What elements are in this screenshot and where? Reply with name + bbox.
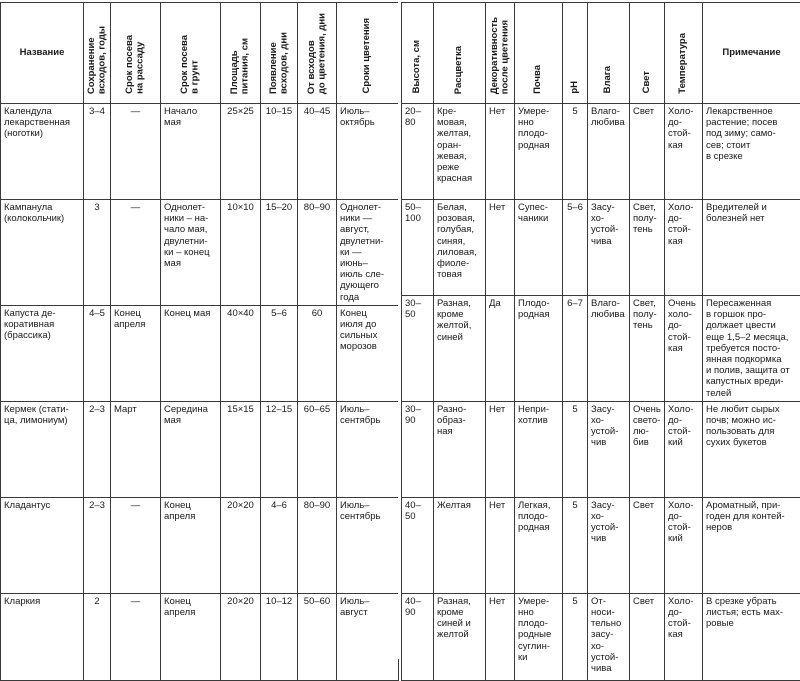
cell-note: Не любит сырых почв; можно ис- пользовать для сухих букетов: [703, 401, 800, 497]
header-name: Название: [1, 3, 84, 104]
table-row: [1, 593, 399, 680]
cell-area: 10×10: [221, 200, 261, 306]
cell-ground: Конец апреля: [161, 497, 221, 593]
header-color: Расцветка: [434, 3, 486, 104]
cell-color: Разная, кроме синей и желтой: [434, 593, 486, 680]
cell-temp: Очень холо- до- стой- кая: [665, 296, 703, 402]
cell-soil: Непри- хотлив: [515, 401, 563, 497]
header-keep: Сохранение всходов, годы: [84, 3, 111, 104]
right-header-row: [402, 3, 800, 104]
cell-seed: —: [111, 593, 161, 680]
cell-name: Кермек (стати- ца, лимониум): [1, 401, 84, 497]
header-light: Свет: [630, 3, 665, 104]
cell-ph: 5: [563, 401, 588, 497]
cell-seed: —: [111, 200, 161, 306]
cell-soil: Плодо- родная: [515, 296, 563, 402]
cell-note: В срезке убрать листья; есть мах- ровые: [703, 593, 800, 680]
cell-bloom: Июль– октябрь: [337, 104, 399, 200]
cell-temp: Холо- до- стой- кая: [665, 104, 703, 200]
cell-ph: 5: [563, 593, 588, 680]
cell-name: Кампанула (колокольчик): [1, 200, 84, 306]
header-height: Высота, см: [402, 3, 434, 104]
cell-decor: Да: [486, 296, 515, 402]
cell-seed: —: [111, 104, 161, 200]
cell-temp: Холо- до- стой- кий: [665, 401, 703, 497]
cell-moist: Влаго- любива: [588, 104, 630, 200]
header-tobloom: От всходов до цветения, дни: [298, 3, 337, 104]
header-bloom: Сроки цветения: [337, 3, 399, 104]
cell-moist: От- носи- тельно засу- хо- устой- чива: [588, 593, 630, 680]
cell-light: Свет: [630, 593, 665, 680]
header-ph: pH: [563, 3, 588, 104]
header-moist: Влага: [588, 3, 630, 104]
header-seed: Срок посева на рассаду: [111, 3, 161, 104]
cell-tobloom: 40–45: [298, 104, 337, 200]
header-temp: Температура: [665, 3, 703, 104]
table-row: [1, 305, 399, 401]
cell-keep: 2: [84, 593, 111, 680]
header-area: Площадь питания, см: [221, 3, 261, 104]
cell-light: Свет: [630, 497, 665, 593]
cell-emerge: 4–6: [261, 497, 298, 593]
cell-note: Ароматный, при- годен для контей- неров: [703, 497, 800, 593]
table-row: [1, 104, 399, 200]
cell-soil: Умере- нно плодо- родные суглин- ки: [515, 593, 563, 680]
cell-keep: 2–3: [84, 497, 111, 593]
cell-decor: Нет: [486, 401, 515, 497]
cell-area: 40×40: [221, 305, 261, 401]
cell-tobloom: 80–90: [298, 497, 337, 593]
cell-name: Кладантус: [1, 497, 84, 593]
cell-note: Лекарственное растение; посев под зиму; само- сев; стоит в срезке: [703, 104, 800, 200]
table-row: [1, 497, 399, 593]
cell-ground: Середина мая: [161, 401, 221, 497]
cell-bloom: Однолет- ники — август, двулетни- ки — июнь– июль сле- дующего года: [337, 200, 399, 306]
cell-ph: 5: [563, 104, 588, 200]
cell-ground: Конец мая: [161, 305, 221, 401]
left-header-row: [1, 3, 399, 104]
cell-emerge: 12–15: [261, 401, 298, 497]
cell-height: 30– 50: [402, 296, 434, 402]
cell-decor: Нет: [486, 497, 515, 593]
cell-temp: Холо- до- стой- кая: [665, 593, 703, 680]
cell-name: Капуста де- коративная (брассика): [1, 305, 84, 401]
header-decor: Декоративность после цветения: [486, 3, 515, 104]
cell-area: 20×20: [221, 593, 261, 680]
cell-area: 25×25: [221, 104, 261, 200]
cell-area: 15×15: [221, 401, 261, 497]
table-row: [402, 497, 800, 593]
cell-height: 30– 90: [402, 401, 434, 497]
cell-tobloom: 60–65: [298, 401, 337, 497]
cell-color: Кре- мовая, желтая, оран- жевая, реже красная: [434, 104, 486, 200]
header-soil: Почва: [515, 3, 563, 104]
cell-soil: Супес- чаники: [515, 200, 563, 296]
cell-seed: Конец апреля: [111, 305, 161, 401]
cell-ground: Однолет- ники – на- чало мая, двулетни- ки – конец мая: [161, 200, 221, 306]
cell-moist: Засу- хо- устой- чив: [588, 497, 630, 593]
cell-color: Желтая: [434, 497, 486, 593]
table-row: [402, 401, 800, 497]
cell-keep: 3: [84, 200, 111, 306]
cell-emerge: 10–15: [261, 104, 298, 200]
cell-ph: 6–7: [563, 296, 588, 402]
cell-bloom: Конец июля до сильных морозов: [337, 305, 399, 401]
left-table: [0, 2, 399, 681]
cell-soil: Умере- нно плодо- родная: [515, 104, 563, 200]
table-row: [402, 593, 800, 680]
header-emerge: Появление всходов, дни: [261, 3, 298, 104]
cell-tobloom: 80–90: [298, 200, 337, 306]
cell-ground: Конец апреля: [161, 593, 221, 680]
cell-color: Разно- образ- ная: [434, 401, 486, 497]
cell-tobloom: 50–60: [298, 593, 337, 680]
cell-emerge: 15–20: [261, 200, 298, 306]
table-row: [1, 200, 399, 306]
cell-bloom: Июль– сентябрь: [337, 497, 399, 593]
cell-light: Очень свето- лю- бив: [630, 401, 665, 497]
cell-height: 40– 50: [402, 497, 434, 593]
cell-keep: 4–5: [84, 305, 111, 401]
table-row: [1, 401, 399, 497]
cell-height: 20– 80: [402, 104, 434, 200]
cell-ground: Начало мая: [161, 104, 221, 200]
cell-decor: Нет: [486, 200, 515, 296]
cell-emerge: 10–12: [261, 593, 298, 680]
cell-temp: Холо- до- стой- кая: [665, 200, 703, 296]
cell-light: Свет: [630, 104, 665, 200]
cell-area: 20×20: [221, 497, 261, 593]
cell-bloom: Июль– август: [337, 593, 399, 680]
cell-note: Вредителей и болезней нет: [703, 200, 800, 296]
cell-keep: 3–4: [84, 104, 111, 200]
cell-bloom: Июль– сентябрь: [337, 401, 399, 497]
cell-ph: 5–6: [563, 200, 588, 296]
table-row: [402, 296, 800, 402]
cell-moist: Влаго- любива: [588, 296, 630, 402]
cell-ph: 5: [563, 497, 588, 593]
cell-color: Разная, кроме желтой, синей: [434, 296, 486, 402]
cell-light: Свет, полу- тень: [630, 296, 665, 402]
cell-keep: 2–3: [84, 401, 111, 497]
cell-soil: Легкая, плодо- родная: [515, 497, 563, 593]
cell-height: 50– 100: [402, 200, 434, 296]
cell-height: 40– 90: [402, 593, 434, 680]
cell-moist: Засу- хо- устой- чива: [588, 200, 630, 296]
cell-seed: Март: [111, 401, 161, 497]
cell-color: Белая, розовая, голубая, синяя, лиловая, фиоле- товая: [434, 200, 486, 296]
cell-decor: Нет: [486, 104, 515, 200]
cell-name: Календула лекарственная (ноготки): [1, 104, 84, 200]
cell-note: Пересаженная в горшок про- должает цвести еще 1,5–2 месяца, требуется посто- янная подкормка и полив, защита от капустных вреди- телей: [703, 296, 800, 402]
table-row: [402, 104, 800, 200]
cell-emerge: 5–6: [261, 305, 298, 401]
cell-light: Свет, полу- тень: [630, 200, 665, 296]
cell-seed: —: [111, 497, 161, 593]
header-ground: Срок посева в грунт: [161, 3, 221, 104]
cell-moist: Засу- хо- устой- чив: [588, 401, 630, 497]
right-table: [401, 2, 800, 681]
cell-name: Кларкия: [1, 593, 84, 680]
cell-tobloom: 60: [298, 305, 337, 401]
table-row: [402, 200, 800, 296]
cell-temp: Холо- до- стой- кий: [665, 497, 703, 593]
header-note: Примечание: [703, 3, 800, 104]
cell-decor: Нет: [486, 593, 515, 680]
